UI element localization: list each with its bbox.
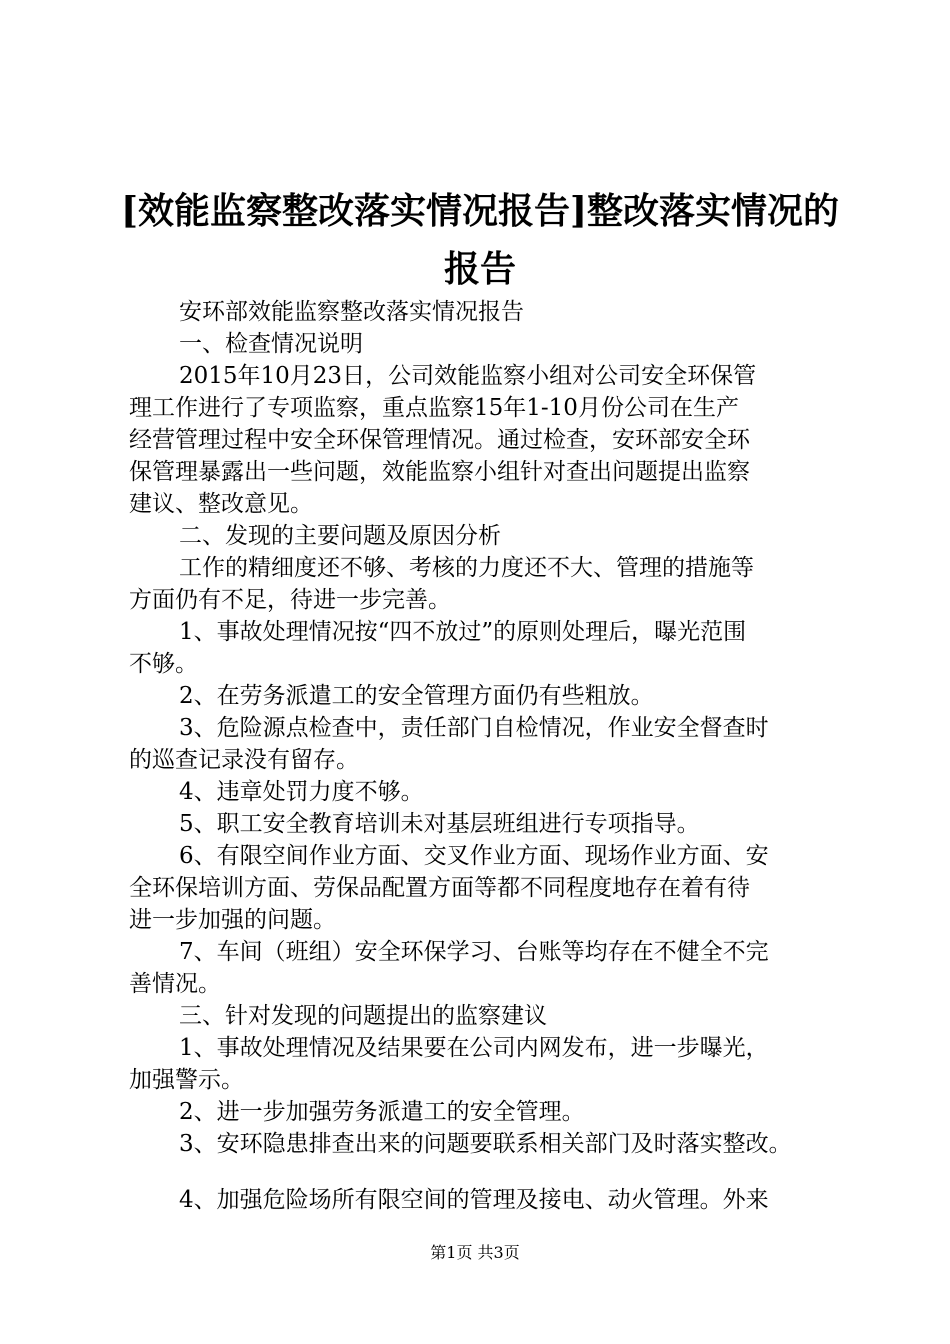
section-heading-3: 三、针对发现的问题提出的监察建议 xyxy=(179,1003,547,1029)
list-item-continuation: 加强警示。 xyxy=(129,1067,244,1093)
paragraph-line: 方面仍有不足，待进一步完善。 xyxy=(129,587,451,613)
list-item: 7、车间（班组）安全环保学习、台账等均存在不健全不完 xyxy=(179,939,769,965)
paragraph-line: 经营管理过程中安全环保管理情况。通过检查，安环部安全环 xyxy=(129,427,750,453)
document-title-line-1: [效能监察整改落实情况报告]整改落实情况的 xyxy=(120,190,840,232)
list-item: 6、有限空间作业方面、交叉作业方面、现场作业方面、安 xyxy=(179,843,769,869)
section-heading-2: 二、发现的主要问题及原因分析 xyxy=(179,523,501,549)
paragraph-line: 建议、整改意见。 xyxy=(129,491,313,517)
paragraph-line: 理工作进行了专项监察，重点监察15年1-10月份公司在生产 xyxy=(129,395,739,421)
list-item: 1、事故处理情况按“四不放过”的原则处理后，曝光范围 xyxy=(179,619,747,645)
report-subtitle: 安环部效能监察整改落实情况报告 xyxy=(179,299,524,325)
list-item-continuation: 善情况。 xyxy=(129,971,221,997)
list-item-continuation: 的巡查记录没有留存。 xyxy=(129,747,359,773)
list-item: 3、安环隐患排查出来的问题要联系相关部门及时落实整改。 xyxy=(179,1131,792,1157)
list-item-continuation: 进一步加强的问题。 xyxy=(129,907,336,933)
page-number-footer: 第1页 共3页 xyxy=(430,1243,520,1262)
list-item: 1、事故处理情况及结果要在公司内网发布，进一步曝光， xyxy=(179,1035,769,1061)
section-heading-1: 一、检查情况说明 xyxy=(179,331,363,357)
paragraph-line: 2015年10月23日，公司效能监察小组对公司安全环保管 xyxy=(179,363,757,389)
document-title-line-2: 报告 xyxy=(443,248,516,290)
list-item: 2、在劳务派遣工的安全管理方面仍有些粗放。 xyxy=(179,683,654,709)
list-item-continuation: 不够。 xyxy=(129,651,198,677)
document-body xyxy=(129,296,833,1216)
paragraph-line: 保管理暴露出一些问题，效能监察小组针对查出问题提出监察 xyxy=(129,459,750,485)
paragraph-line: 工作的精细度还不够、考核的力度还不大、管理的措施等 xyxy=(179,555,754,581)
list-item: 4、加强危险场所有限空间的管理及接电、动火管理。外来 xyxy=(179,1187,769,1213)
list-item: 4、违章处罚力度不够。 xyxy=(179,779,424,805)
list-item: 5、职工安全教育培训未对基层班组进行专项指导。 xyxy=(179,811,700,837)
list-item-continuation: 全环保培训方面、劳保品配置方面等都不同程度地存在着有待 xyxy=(129,875,750,901)
list-item: 2、进一步加强劳务派遣工的安全管理。 xyxy=(179,1099,585,1125)
list-item: 3、危险源点检查中，责任部门自检情况，作业安全督查时 xyxy=(179,715,769,741)
